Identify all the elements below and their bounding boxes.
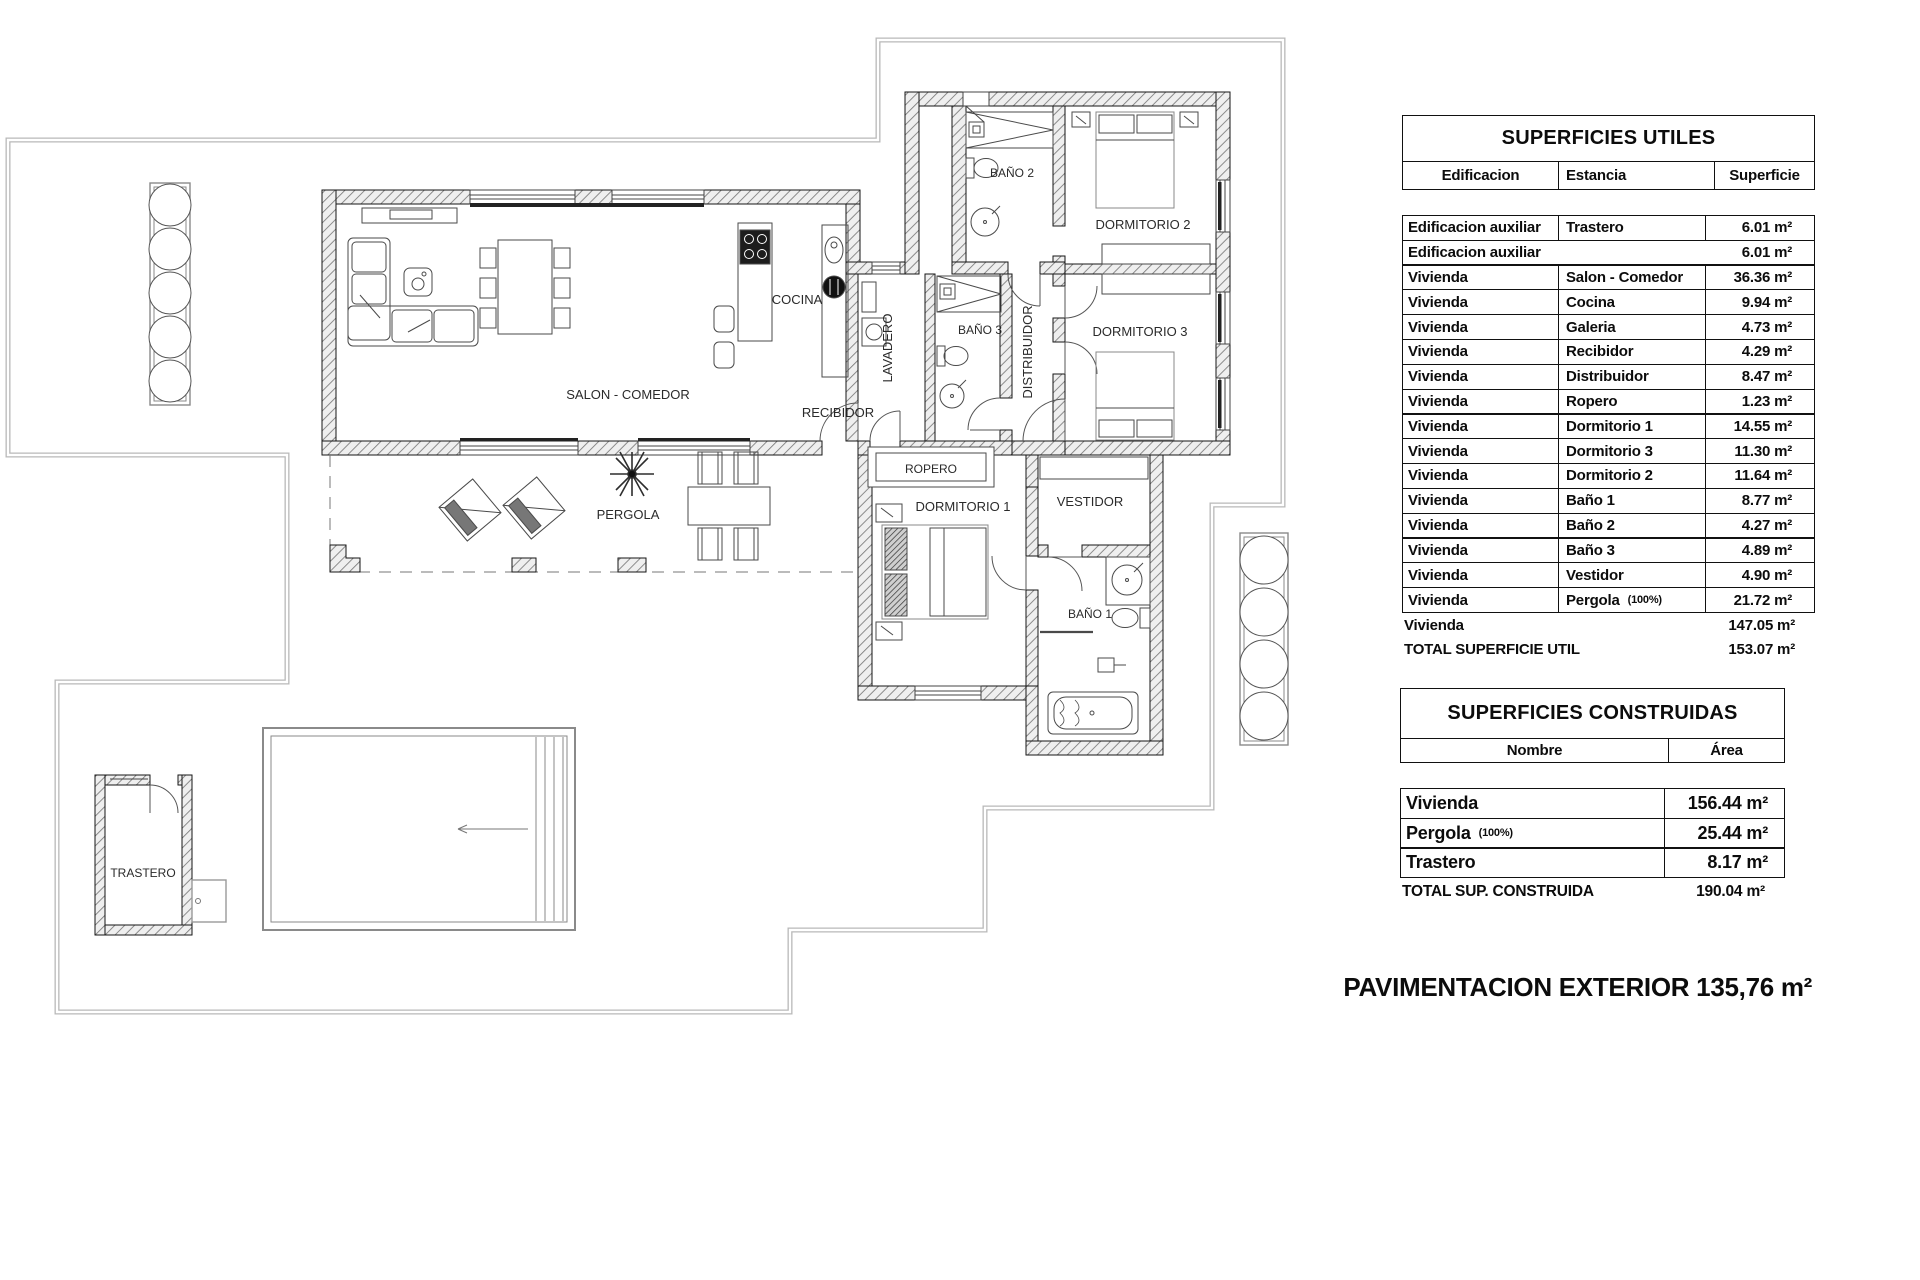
salon-furniture bbox=[348, 208, 570, 346]
superficies-construidas-title: SUPERFICIES CONSTRUIDAS bbox=[1400, 688, 1785, 739]
construidas-row: Pergola (100%) 25.44 m² bbox=[1400, 818, 1785, 849]
label-bano3: BAÑO 3 bbox=[957, 323, 1003, 337]
col-area: Área bbox=[1668, 739, 1784, 762]
superficies-utiles-rows bbox=[1402, 215, 1815, 613]
col-superficie: Superficie bbox=[1714, 162, 1814, 189]
label-trastero: TRASTERO bbox=[110, 866, 176, 880]
utiles-row: Vivienda Dormitorio 3 11.30 m² bbox=[1402, 438, 1815, 464]
superficies-construidas-header bbox=[1400, 739, 1785, 763]
label-lavadero: LAVADERO bbox=[880, 313, 895, 383]
trastero-building bbox=[95, 775, 226, 935]
label-dormitorio1: DORMITORIO 1 bbox=[915, 499, 1011, 514]
summary-total-util-value: 153.07 m² bbox=[1728, 640, 1795, 658]
label-cocina: COCINA bbox=[771, 292, 823, 307]
bano3-fixtures bbox=[937, 276, 1001, 408]
walls bbox=[322, 92, 1230, 755]
summary-total-util-label: TOTAL SUPERFICIE UTIL bbox=[1404, 640, 1580, 658]
total-construida-row bbox=[1400, 878, 1785, 905]
utiles-row: Vivienda Recibidor 4.29 m² bbox=[1402, 339, 1815, 365]
total-construida-value: 190.04 m² bbox=[1696, 882, 1765, 900]
pavimentacion-exterior-text: PAVIMENTACION EXTERIOR 135,76 m² bbox=[1343, 972, 1812, 1002]
utiles-row: Vivienda Baño 3 4.89 m² bbox=[1402, 537, 1815, 563]
utiles-row: Vivienda Ropero 1.23 m² bbox=[1402, 389, 1815, 415]
label-dormitorio3: DORMITORIO 3 bbox=[1092, 324, 1188, 339]
summary-vivienda-label: Vivienda bbox=[1404, 616, 1464, 634]
superficies-utiles-header bbox=[1402, 162, 1815, 190]
utiles-row: Vivienda Dormitorio 1 14.55 m² bbox=[1402, 413, 1815, 439]
pergola-column-strip-right bbox=[1240, 533, 1288, 745]
label-bano2: BAÑO 2 bbox=[989, 166, 1035, 180]
summary-vivienda-value: 147.05 m² bbox=[1728, 616, 1795, 634]
site-boundary bbox=[8, 40, 1283, 1012]
col-estancia: Estancia bbox=[1558, 162, 1714, 189]
summary-vivienda bbox=[1402, 613, 1815, 637]
label-recibidor: RECIBIDOR bbox=[801, 405, 875, 420]
label-salon-comedor: SALON - COMEDOR bbox=[566, 387, 690, 402]
label-vestidor: VESTIDOR bbox=[1056, 494, 1124, 509]
utiles-row: Vivienda Vestidor 4.90 m² bbox=[1402, 562, 1815, 588]
utiles-row: Edificacion auxiliar 6.01 m² bbox=[1402, 240, 1815, 266]
utiles-row: Vivienda Cocina 9.94 m² bbox=[1402, 289, 1815, 315]
construidas-row: Trastero 8.17 m² bbox=[1400, 847, 1785, 878]
label-ropero: ROPERO bbox=[904, 462, 958, 476]
utiles-row: Vivienda Baño 1 8.77 m² bbox=[1402, 488, 1815, 514]
utiles-row: Vivienda Galeria 4.73 m² bbox=[1402, 314, 1815, 340]
utiles-row: Edificacion auxiliar Trastero 6.01 m² bbox=[1402, 215, 1815, 241]
dormitorio3-furniture bbox=[1096, 352, 1174, 440]
col-nombre: Nombre bbox=[1506, 742, 1563, 759]
dormitorio1-furniture bbox=[876, 504, 988, 640]
label-bano1: BAÑO 1 bbox=[1067, 607, 1113, 621]
utiles-row: Vivienda Dormitorio 2 11.64 m² bbox=[1402, 463, 1815, 489]
pergola-area bbox=[330, 452, 858, 572]
label-pergola: PERGOLA bbox=[596, 507, 660, 522]
utiles-row: Vivienda Distribuidor 8.47 m² bbox=[1402, 364, 1815, 390]
utiles-row: Vivienda Baño 2 4.27 m² bbox=[1402, 513, 1815, 539]
pool bbox=[263, 728, 575, 930]
plant-icon bbox=[610, 452, 654, 496]
utiles-row: Vivienda Salon - Comedor 36.36 m² bbox=[1402, 264, 1815, 290]
col-edificacion: Edificacion bbox=[1441, 167, 1520, 184]
label-distribuidor: DISTRIBUIDOR bbox=[1020, 305, 1035, 399]
superficies-construidas-rows bbox=[1400, 788, 1785, 879]
superficies-construidas-table bbox=[1400, 688, 1785, 905]
superficies-utiles-table bbox=[1402, 115, 1815, 661]
bano1-fixtures bbox=[1040, 557, 1150, 734]
dormitorio2-furniture bbox=[1072, 112, 1198, 208]
label-dormitorio2: DORMITORIO 2 bbox=[1095, 217, 1191, 232]
summary-total-util bbox=[1402, 637, 1815, 661]
construidas-row: Vivienda 156.44 m² bbox=[1400, 788, 1785, 819]
total-construida-label: TOTAL SUP. CONSTRUIDA bbox=[1402, 882, 1594, 900]
superficies-utiles-title: SUPERFICIES UTILES bbox=[1402, 115, 1815, 162]
pergola-column-strip-left bbox=[149, 183, 191, 405]
utiles-row: Vivienda Pergola (100%) 21.72 m² bbox=[1402, 587, 1815, 613]
